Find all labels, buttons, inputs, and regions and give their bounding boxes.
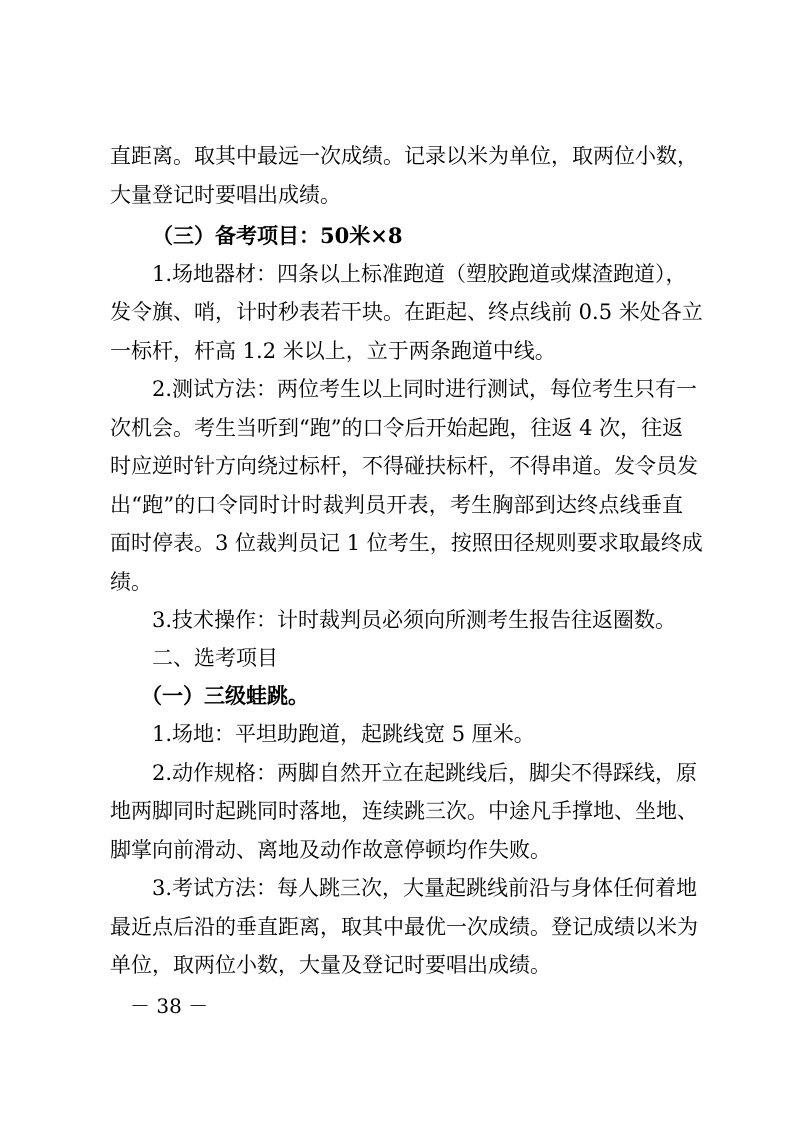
paragraph-line: 脚掌向前滑动、离地及动作故意停顿均作失败。 xyxy=(110,838,551,862)
paragraph-line: 绩。 xyxy=(110,570,152,594)
paragraph-line: 1.场地：平坦助跑道，起跳线宽 5 厘米。 xyxy=(152,722,535,746)
paragraph-line: 发令旗、哨，计时秒表若干块。在距起、终点线前 0.5 米处各立 xyxy=(110,300,703,324)
paragraph-line: 2.测试方法：两位考生以上同时进行测试，每位考生只有一 xyxy=(152,377,698,401)
page-number: － 38 － xyxy=(130,994,209,1018)
section-heading-elective-items: 二、选考项目 xyxy=(152,646,278,670)
paragraph-line: 时应逆时针方向绕过标杆，不得碰扶标杆，不得串道。发令员发 xyxy=(110,454,698,478)
paragraph-line: 单位，取两位小数，大量及登记时要唱出成绩。 xyxy=(110,953,551,977)
paragraph-line: 2.动作规格：两脚自然开立在起跳线后，脚尖不得踩线，原 xyxy=(152,761,698,785)
paragraph-line: 1.场地器材：四条以上标准跑道（塑胶跑道或煤渣跑道）， xyxy=(152,262,687,286)
paragraph-line: 3.技术操作：计时裁判员必须向所测考生报告往返圈数。 xyxy=(152,608,677,632)
section-heading-backup-item: （三）备考项目：50米×8 xyxy=(152,223,403,248)
paragraph-line: 3.考试方法：每人跳三次，大量起跳线前沿与身体任何着地 xyxy=(152,876,698,900)
paragraph-line: 面时停表。3 位裁判员记 1 位考生，按照田径规则要求取最终成 xyxy=(110,531,703,555)
subsection-heading-triple-frog-jump: （一）三级蛙跳。 xyxy=(141,683,309,708)
paragraph-line: 地两脚同时起跳同时落地，连续跳三次。中途凡手撑地、坐地、 xyxy=(110,799,698,823)
paragraph-line: 大量登记时要唱出成绩。 xyxy=(110,183,341,207)
paragraph-line: 一标杆，杆高 1.2 米以上，立于两条跑道中线。 xyxy=(110,339,556,363)
paragraph-line: 直距离。取其中最远一次成绩。记录以米为单位，取两位小数， xyxy=(110,144,698,168)
paragraph-line: 最近点后沿的垂直距离，取其中最优一次成绩。登记成绩以米为 xyxy=(110,915,698,939)
paragraph-line: 出“跑”的口令同时计时裁判员开表，考生胸部到达终点线垂直 xyxy=(110,493,683,517)
paragraph-line: 次机会。考生当听到“跑”的口令后开始起跑，往返 4 次，往返 xyxy=(110,416,684,440)
